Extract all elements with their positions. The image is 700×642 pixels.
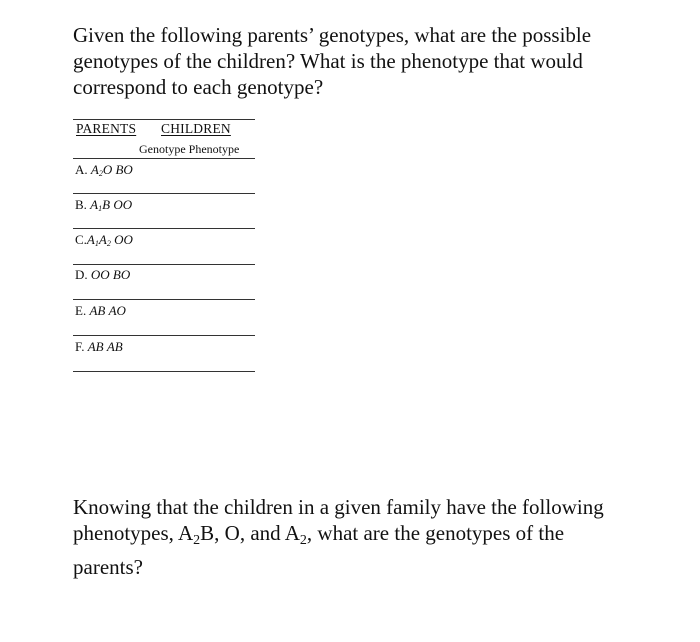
- row-e-parents: E. AB AO: [75, 303, 126, 318]
- row-c-rule: [73, 264, 255, 265]
- header-rule: [73, 158, 255, 159]
- row-d-parents: D. OO BO: [75, 267, 131, 282]
- row-d-rule: [73, 299, 255, 300]
- question-2-text: Knowing that the children in a given family have the following phenotypes, $A_2B$, O, and $A_2$, what are the genotypes of the parents?: [73, 495, 604, 579]
- row-b-rule: [73, 228, 255, 229]
- question-1-text: Given the following parents’ genotypes, what are the possible genotypes of the children? What is the phenotype that would correspond to each genotype?: [73, 23, 592, 99]
- row-a-parents: A. $A_2O$ BO: [75, 162, 133, 178]
- genotype-phenotype-subheader: Genotype Phenotype: [139, 142, 240, 156]
- row-e-rule: [73, 335, 255, 336]
- parents-column-header: PARENTS: [76, 121, 137, 136]
- table-top-rule: [73, 119, 255, 120]
- row-f-parents: F. AB AB: [75, 339, 123, 354]
- children-column-header: CHILDREN: [161, 121, 231, 136]
- row-f-rule: [73, 371, 255, 372]
- row-c-parents: $C.A_1A_2$ OO: [75, 232, 133, 248]
- row-b-parents: B. $A_1B$ OO: [75, 197, 133, 213]
- row-a-rule: [73, 193, 255, 194]
